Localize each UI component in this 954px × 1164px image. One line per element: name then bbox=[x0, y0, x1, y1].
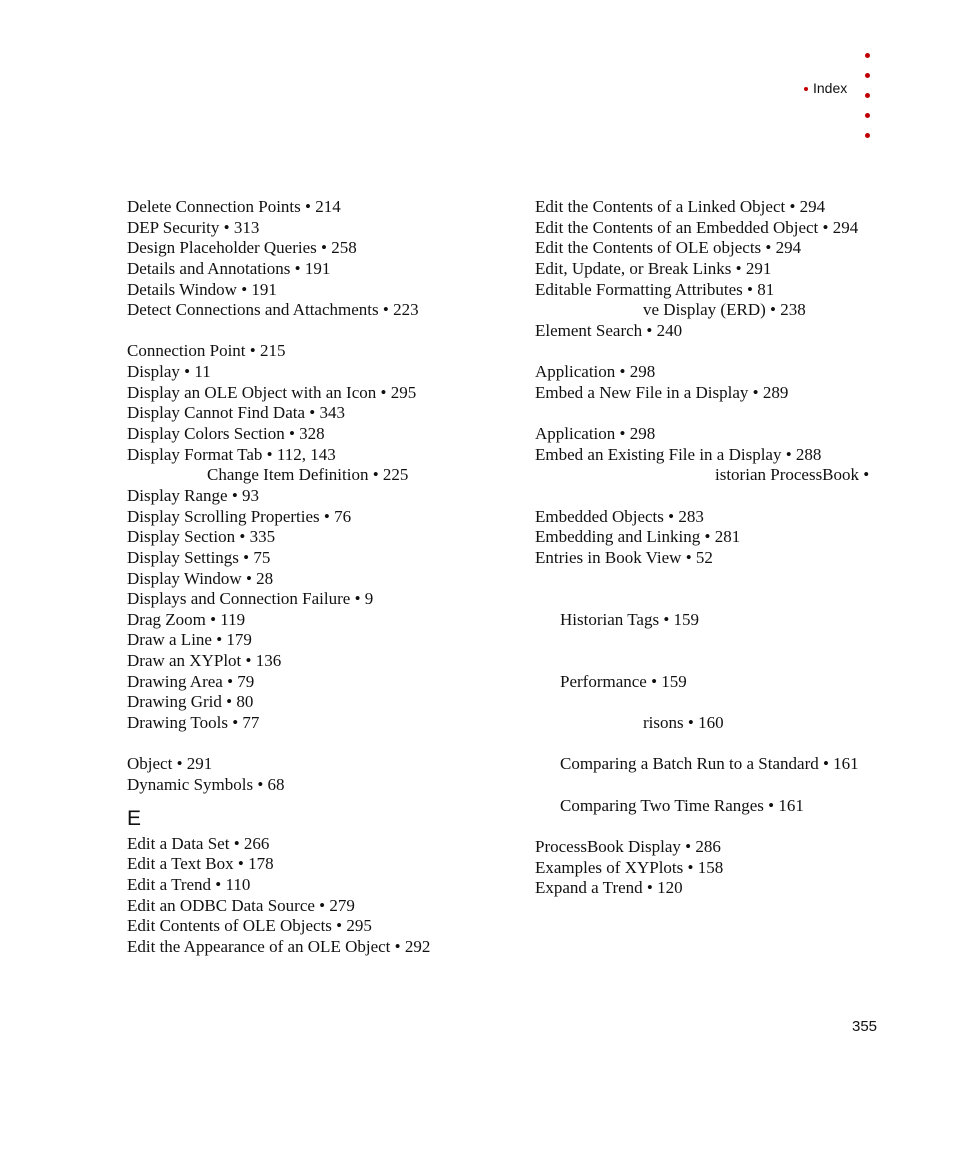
index-entry: Element Search • 240 bbox=[535, 320, 683, 340]
index-entry: Displays and Connection Failure • 9 bbox=[127, 589, 374, 609]
index-entry: Display Scrolling Properties • 76 bbox=[127, 506, 352, 526]
index-entry: Display • 11 bbox=[127, 362, 211, 382]
index-entry: Edit a Trend • 110 bbox=[127, 874, 251, 894]
index-subentry: Comparing a Batch Run to a Standard • 161 bbox=[560, 754, 859, 774]
index-entry: Edit the Appearance of an OLE Object • 292 bbox=[127, 936, 431, 956]
index-entry: Object • 291 bbox=[127, 754, 213, 774]
index-entry: Edit Contents of OLE Objects • 295 bbox=[127, 916, 372, 936]
section-heading-letter: E bbox=[127, 806, 142, 830]
dot-icon bbox=[865, 113, 870, 118]
index-entry: DEP Security • 313 bbox=[127, 217, 260, 237]
bullet-icon bbox=[804, 87, 808, 91]
index-column-left bbox=[127, 197, 507, 957]
index-subentry: risons • 160 bbox=[643, 713, 724, 733]
index-subentry: ve Display (ERD) • 238 bbox=[643, 300, 806, 320]
index-entry: Detect Connections and Attachments • 223 bbox=[127, 300, 419, 320]
index-subentry: Comparing Two Time Ranges • 161 bbox=[560, 795, 804, 815]
index-entry: Embedded Objects • 283 bbox=[535, 506, 704, 526]
index-entry: Embed an Existing File in a Display • 288 bbox=[535, 444, 822, 464]
dot-icon bbox=[865, 133, 870, 138]
index-subentry: istorian ProcessBook • bbox=[715, 465, 870, 485]
index-entry: Display an OLE Object with an Icon • 295 bbox=[127, 382, 417, 402]
index-entry: ProcessBook Display • 286 bbox=[535, 836, 721, 856]
index-entry: Details and Annotations • 191 bbox=[127, 258, 331, 278]
index-entry: Edit an ODBC Data Source • 279 bbox=[127, 895, 355, 915]
index-entry: Edit the Contents of a Linked Object • 294 bbox=[535, 197, 826, 216]
index-entry: Connection Point • 215 bbox=[127, 341, 286, 361]
index-subentry: Change Item Definition • 225 bbox=[207, 465, 409, 485]
index-entry: Editable Formatting Attributes • 81 bbox=[535, 279, 775, 299]
header-dot-rail bbox=[865, 53, 873, 141]
index-entry: Edit a Text Box • 178 bbox=[127, 854, 274, 874]
index-entry: Display Window • 28 bbox=[127, 568, 274, 588]
dot-icon bbox=[865, 53, 870, 58]
running-head-label: Index bbox=[813, 80, 848, 96]
page-number: 355 bbox=[852, 1018, 878, 1035]
index-column-right bbox=[535, 197, 895, 899]
index-entry: Display Section • 335 bbox=[127, 527, 276, 547]
index-entry: Display Cannot Find Data • 343 bbox=[127, 403, 345, 423]
index-entry: Edit, Update, or Break Links • 291 bbox=[535, 258, 772, 278]
index-entry: Display Format Tab • 112, 143 bbox=[127, 444, 336, 464]
index-entry: Details Window • 191 bbox=[127, 279, 277, 299]
index-entry: Dynamic Symbols • 68 bbox=[127, 774, 285, 794]
index-subentry: Historian Tags • 159 bbox=[560, 609, 700, 629]
index-entry: Display Colors Section • 328 bbox=[127, 424, 325, 444]
index-entry: Edit the Contents of an Embedded Object • 294 bbox=[535, 217, 859, 237]
index-entry: Delete Connection Points • 214 bbox=[127, 197, 341, 216]
index-entry: Display Settings • 75 bbox=[127, 547, 271, 567]
index-entry: Design Placeholder Queries • 258 bbox=[127, 238, 357, 258]
index-entry: Embedding and Linking • 281 bbox=[535, 527, 741, 547]
index-entry: Entries in Book View • 52 bbox=[535, 547, 713, 567]
index-entry: Edit a Data Set • 266 bbox=[127, 833, 270, 853]
index-entry: Embed a New File in a Display • 289 bbox=[535, 382, 789, 402]
dot-icon bbox=[865, 73, 870, 78]
index-entry: Draw an XYPlot • 136 bbox=[127, 651, 282, 671]
index-entry: Drawing Grid • 80 bbox=[127, 692, 254, 712]
index-subentry: Performance • 159 bbox=[560, 671, 687, 691]
index-entry: Application • 298 bbox=[535, 362, 656, 382]
index-entry: Drag Zoom • 119 bbox=[127, 609, 246, 629]
index-entry: Expand a Trend • 120 bbox=[535, 878, 683, 898]
index-entry: Drawing Tools • 77 bbox=[127, 713, 260, 733]
index-entry: Display Range • 93 bbox=[127, 485, 260, 505]
running-head bbox=[804, 78, 847, 98]
index-entry: Draw a Line • 179 bbox=[127, 630, 252, 650]
index-entry: Examples of XYPlots • 158 bbox=[535, 857, 724, 877]
dot-icon bbox=[865, 93, 870, 98]
index-entry: Drawing Area • 79 bbox=[127, 671, 255, 691]
index-entry: Edit the Contents of OLE objects • 294 bbox=[535, 238, 802, 258]
index-entry: Application • 298 bbox=[535, 424, 656, 444]
